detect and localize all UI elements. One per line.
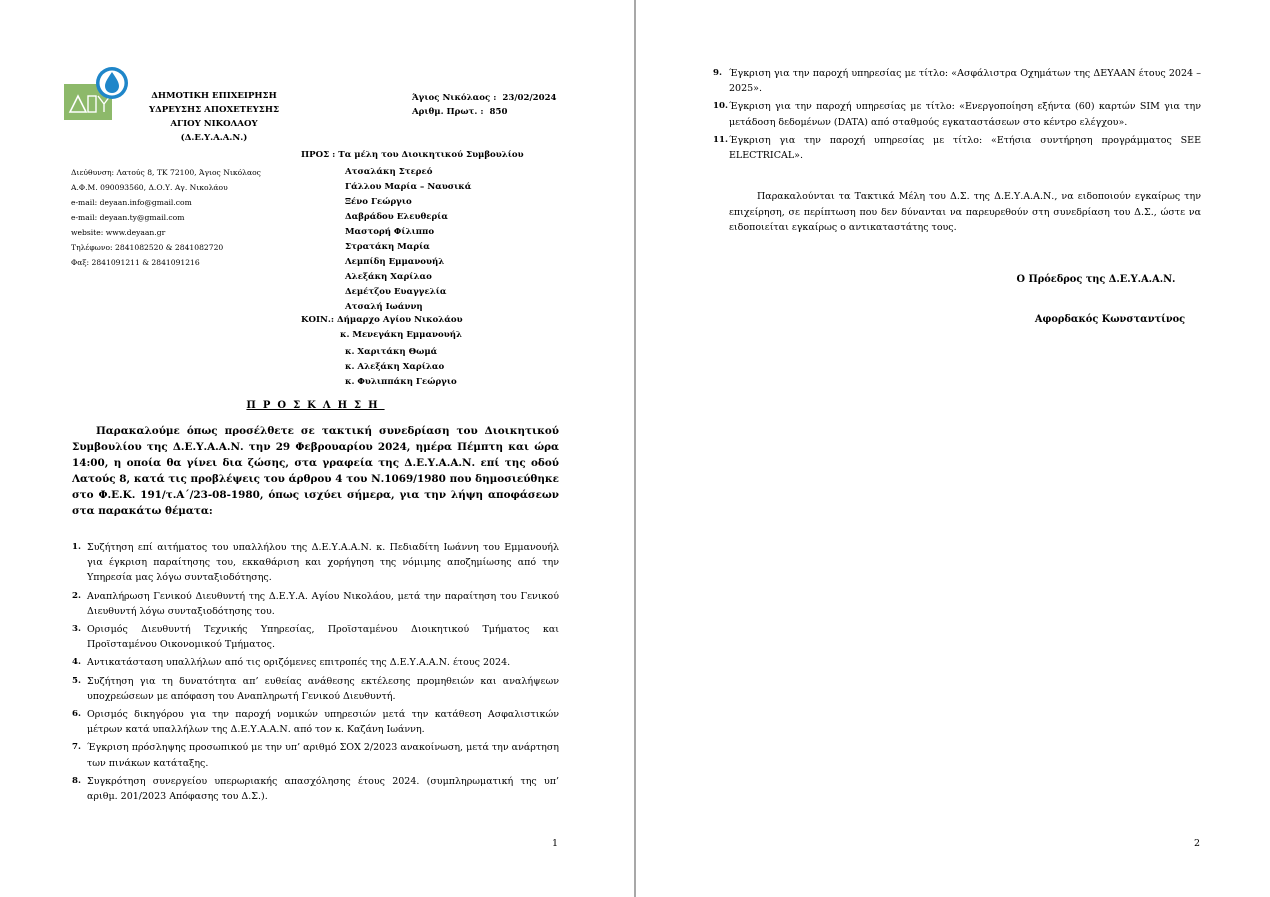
protocol-value: 850: [489, 107, 508, 117]
cc-heading: ΚΟΙΝ.: Δήμαρχο Αγίου Νικολάου: [301, 315, 463, 325]
agenda-item: [72, 707, 559, 737]
agenda-item-text: Αντικατάσταση υπαλλήλων από τις οριζόμενες επιτροπές της Δ.Ε.Υ.Α.Α.Ν. έτους 2024.: [87, 657, 511, 669]
agenda-item-text: Έγκριση για την παροχή υπηρεσίας με τίτλο: «Ενεργοποίηση εξήντα (60) καρτών SIM για την μετάδοση δεδομένων (DATA) από σταθμούς εγκαταστάσεων στο κέντρο ελέγχου».: [729, 101, 1201, 128]
cc-list: [345, 345, 457, 390]
document-page-2: [636, 0, 1270, 897]
org-line: ΑΓΙΟΥ ΝΙΚΟΛΑΟΥ: [170, 119, 258, 129]
agenda-item: [72, 674, 559, 704]
agenda-item-number: 8.: [72, 775, 81, 786]
org-line: ΥΔΡΕΥΣΗΣ ΑΠΟΧΕΤΕΥΣΗΣ: [148, 105, 280, 115]
agenda-item-text: Συζήτηση για τη δυνατότητα απ’ ευθείας ανάθεσης εκτέλεσης προμηθειών και αναλήψεων υποχρεώσεων με απόφαση του Αναπληρωτή Γενικού Διευθυντή.: [87, 675, 559, 702]
recipient: Δαβράδου Ελευθερία: [345, 212, 448, 222]
agenda-item-number: 5.: [72, 675, 81, 686]
agenda-item-text: Έγκριση για την παροχή υπηρεσίας με τίτλο: «Ασφάλιστρα Οχημάτων της ΔΕΥΑΑΝ έτους 2024 – 2025».: [729, 68, 1201, 95]
agenda-item: [72, 740, 559, 770]
agenda-item: [72, 589, 559, 619]
recipient: Δεμέτζου Ευαγγελία: [345, 287, 447, 297]
contact-vat: Α.Φ.Μ. 090093560, Δ.Ο.Υ. Αγ. Νικολάου: [71, 183, 228, 192]
recipient: Ατσαλάκη Στερεό: [345, 167, 433, 177]
agenda-item-number: 7.: [72, 742, 81, 753]
organization-name: [134, 89, 294, 145]
cc-recipient: κ. Φυλιππάκη Γεώργιο: [345, 377, 457, 387]
agenda-item-text: Συγκρότηση συνεργείου υπερωριακής απασχόλησης έτους 2024. (συμπληρωματική της υπ’ αριθμ. 201/2023 Απόφασης του Δ.Σ.).: [87, 775, 559, 803]
agenda-item-number: 3.: [72, 624, 81, 635]
contact-email: e-mail: deyaan.info@gmail.com: [71, 198, 192, 207]
agenda-item-number: 4.: [72, 657, 81, 668]
recipients-list: [345, 165, 471, 315]
deyaan-logo: [64, 66, 134, 122]
recipients-heading: ΠΡΟΣ : Τα μέλη του Διοικητικού Συμβουλίου: [301, 150, 524, 160]
agenda-item: [72, 622, 559, 652]
agenda-item-number: 2.: [72, 590, 81, 601]
agenda-list: [72, 540, 559, 807]
org-line: (Δ.Ε.Υ.Α.Α.Ν.): [180, 133, 248, 143]
contact-fax: Φαξ: 2841091211 & 2841091216: [71, 258, 200, 267]
document-page-1: [0, 0, 634, 897]
contact-address: Διεύθυνση: Λατούς 8, ΤΚ 72100, Άγιος Νικόλαος: [71, 168, 261, 177]
president-name: Αφορδακός Κωνσταντίνος: [1034, 314, 1186, 325]
agenda-item-text: Αναπλήρωση Γενικού Διευθυντή της Δ.Ε.Υ.Α. Αγίου Νικολάου, μετά την παραίτηση του Γενικού Διευθυντή λόγω συνταξιοδότησης του.: [87, 590, 559, 617]
agenda-item-number: 6.: [72, 709, 81, 720]
cc-recipient: κ. Χαριτάκη Θωμά: [345, 347, 438, 357]
cc-recipient: κ. Μενεγάκη Εμμανουήλ: [340, 330, 462, 340]
agenda-list-continued: [713, 66, 1201, 166]
agenda-item-text: Συζήτηση επί αιτήματος του υπαλλήλου της Δ.Ε.Υ.Α.Α.Ν. κ. Πεδιαδίτη Ιωάννη του Εμμανουήλ για έγκριση παραίτησης του, εκκαθάριση και χορήγηση της νόμιμης αποζημίωσης από την Υπηρεσία μας λόγω συνταξιοδότησης.: [87, 542, 559, 584]
page-number: 1: [552, 838, 559, 849]
agenda-item-number: 10.: [713, 101, 728, 112]
date-protocol-block: [412, 91, 557, 119]
agenda-item: [713, 99, 1201, 129]
cc-recipient: κ. Αλεξάκη Χαρίλαο: [345, 362, 445, 372]
recipient: Αλεξάκη Χαρίλαο: [345, 272, 432, 282]
agenda-item: [72, 540, 559, 586]
recipient: Λεμπίδη Εμμανουήλ: [345, 257, 445, 267]
agenda-item-text: Έγκριση για την παροχή υπηρεσίας με τίτλο: «Ετήσια συντήρηση προγράμματος SEE ELECTRICAL».: [729, 134, 1201, 162]
recipient: Μαστορή Φίλιππο: [345, 227, 435, 237]
president-title: Ο Πρόεδρος της Δ.Ε.Υ.Α.Α.Ν.: [1016, 274, 1176, 285]
agenda-item-text: Ορισμός Διευθυντή Τεχνικής Υπηρεσίας, Προϊσταμένου Διοικητικού Τμήματος και Προϊσταμένου Οικονομικού Τμήματος.: [87, 624, 559, 651]
place-date-value: 23/02/2024: [502, 93, 557, 103]
agenda-item: [72, 774, 559, 804]
recipient: Στρατάκη Μαρία: [345, 242, 430, 252]
recipient: Ατσαλή Ιωάννη: [345, 302, 423, 312]
page-number: 2: [1194, 838, 1201, 849]
agenda-item-number: 11.: [713, 134, 728, 145]
recipient: Ξένο Γεώργιο: [345, 197, 412, 207]
place-date-label: Άγιος Νικόλαος :: [412, 93, 497, 103]
document-title: ΠΡΟΣΚΛΗΣΗ: [246, 400, 385, 411]
closing-paragraph: Παρακαλούνται τα Τακτικά Μέλη του Δ.Σ. της Δ.Ε.Υ.Α.Α.Ν., να ειδοποιούν εγκαίρως την επιχείρηση, σε περίπτωση που δεν δύνανται να παρευρεθούν στη συνεδρίαση του Δ.Σ., ώστε να ειδοποιείται εγκαίρως ο αντικαταστάτης τους.: [729, 191, 1201, 233]
agenda-item: [713, 133, 1201, 163]
agenda-item-text: Έγκριση πρόσληψης προσωπικού με την υπ’ αριθμό ΣΟΧ 2/2023 ανακοίνωση, μετά την ανάρτηση των πινάκων κατάταξης.: [87, 742, 559, 769]
contact-email: e-mail: deyaan.ty@gmail.com: [71, 213, 185, 222]
agenda-item: [72, 655, 559, 670]
invitation-intro: Παρακαλούμε όπως προσέλθετε σε τακτική συνεδρίαση του Διοικητικού Συμβουλίου της Δ.Ε.Υ.Α.Α.Ν. την 29 Φεβρουαρίου 2024, ημέρα Πέμπτη και ώρα 14:00, η οποία θα γίνει δια ζώσης, στα γραφεία της Δ.Ε.Υ.Α.Α.Ν. επί της οδού Λατούς 8, κατά τις προβλέψεις του άρθρου 4 του Ν.1069/1980 που δημοσιεύθηκε στο Φ.Ε.Κ. 191/τ.Α΄/23-08-1980, όπως ισχύει σήμερα, για την λήψη αποφάσεων στα παρακάτω θέματα:: [72, 425, 559, 517]
protocol-label: Αριθμ. Πρωτ. :: [412, 107, 484, 117]
contact-phone: Τηλέφωνο: 2841082520 & 2841082720: [71, 243, 224, 252]
org-line: ΔΗΜΟΤΙΚΗ ΕΠΙΧΕΙΡΗΣΗ: [151, 91, 277, 101]
agenda-item-number: 1.: [72, 542, 81, 552]
agenda-item-number: 9.: [713, 68, 722, 78]
agenda-item: [713, 66, 1201, 96]
contact-website: website: www.deyaan.gr: [71, 228, 166, 237]
contact-info: [71, 165, 261, 270]
agenda-item-text: Ορισμός δικηγόρου για την παροχή νομικών υπηρεσιών μετά την κατάθεση Ασφαλιστικών μέτρων κατά υπαλλήλων της Δ.Ε.Υ.Α.Α.Ν. από τον κ. Καζάνη Ιωάννη.: [87, 709, 559, 736]
recipient: Γάλλου Μαρία – Ναυσικά: [345, 182, 472, 192]
